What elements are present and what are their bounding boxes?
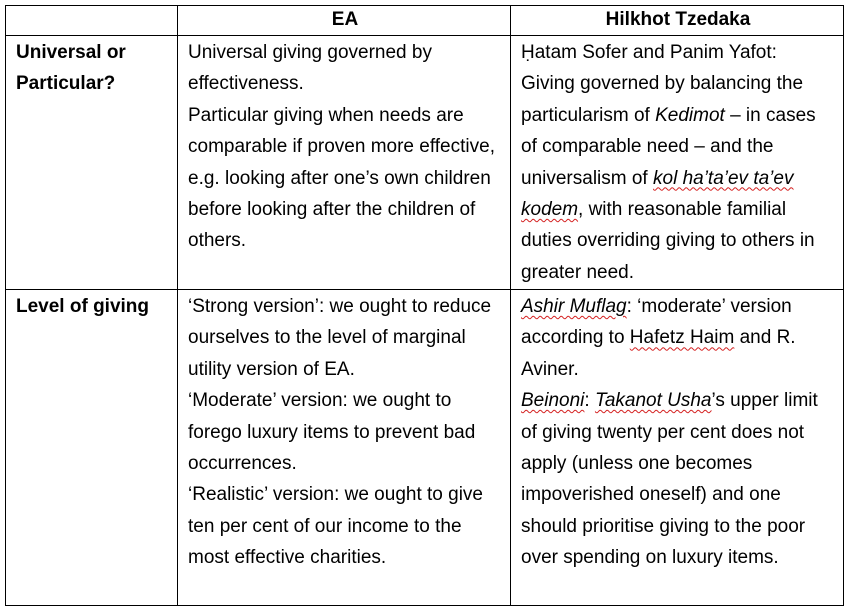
tzedaka-level-beinoni [521, 385, 835, 573]
ea-universal-cell [178, 36, 511, 290]
tzedaka-universal-text-3: , with reasonable familial duties overriding giving to others in greater need. [521, 199, 815, 283]
tzedaka-universal-cell [511, 36, 844, 290]
tzedaka-level-text-a1: : ‘moderate’ version according to [521, 296, 792, 349]
tzedaka-level-text-b2: ’s upper limit of giving twenty per cent does not apply (unless one becomes impoverished oneself) and one should prioritise giving to the poor over spending on luxury items. [521, 390, 818, 569]
ea-universal-paragraph-2: Particular giving when needs are comparable if proven more effective, e.g. looking after one’s own children before looking after the children of others. [188, 104, 495, 252]
ea-level-strong-version: ‘Strong version’: we ought to reduce ourselves to the level of marginal utility version of EA. [188, 296, 492, 380]
term-hafetz-haim: Hafetz Haim [629, 327, 735, 349]
table-row-level-of-giving [6, 290, 844, 606]
header-cell-ea: EA [178, 6, 511, 36]
header-cell-hilkhot-tzedaka: Hilkhot Tzedaka [511, 6, 844, 36]
header-cell-empty [6, 6, 178, 36]
ea-universal-paragraph-1: Universal giving governed by effectiveness. [188, 42, 432, 95]
tzedaka-level-cell [511, 290, 844, 606]
tzedaka-level-text-a2: and R. Aviner. [521, 327, 796, 380]
table-row-universal-or-particular [6, 36, 844, 290]
ea-level-realistic-version: ‘Realistic’ version: we ought to give ten per cent of our income to the most effective charities. [188, 484, 483, 569]
term-takanot-usha: Takanot Usha [594, 390, 712, 412]
term-kedimot: Kedimot [655, 104, 725, 126]
term-ashir-muflag: Ashir Muflag [521, 296, 627, 317]
term-kol-hataev-taev-kodem: kol ha’ta’ev ta’ev kodem [521, 167, 794, 221]
tzedaka-level-ashir-muflag [521, 291, 835, 385]
tzedaka-level-text-b1: : [584, 390, 595, 412]
term-beinoni: Beinoni [521, 390, 585, 412]
row-label-universal-or-particular: Universal or Particular? [6, 36, 178, 290]
ea-level-moderate-version: ‘Moderate’ version: we ought to forego luxury items to prevent bad occurrences. [188, 390, 476, 475]
ea-level-cell [178, 290, 511, 606]
comparison-table [5, 5, 844, 606]
row-label-level-of-giving: Level of giving [6, 290, 178, 606]
tzedaka-universal-text-2: – in cases of comparable need – and the universalism of [521, 104, 816, 189]
table-header-row [6, 6, 844, 36]
tzedaka-universal-text-1: Ḥatam Sofer and Panim Yafot: Giving governed by balancing the particularism of [521, 42, 804, 126]
